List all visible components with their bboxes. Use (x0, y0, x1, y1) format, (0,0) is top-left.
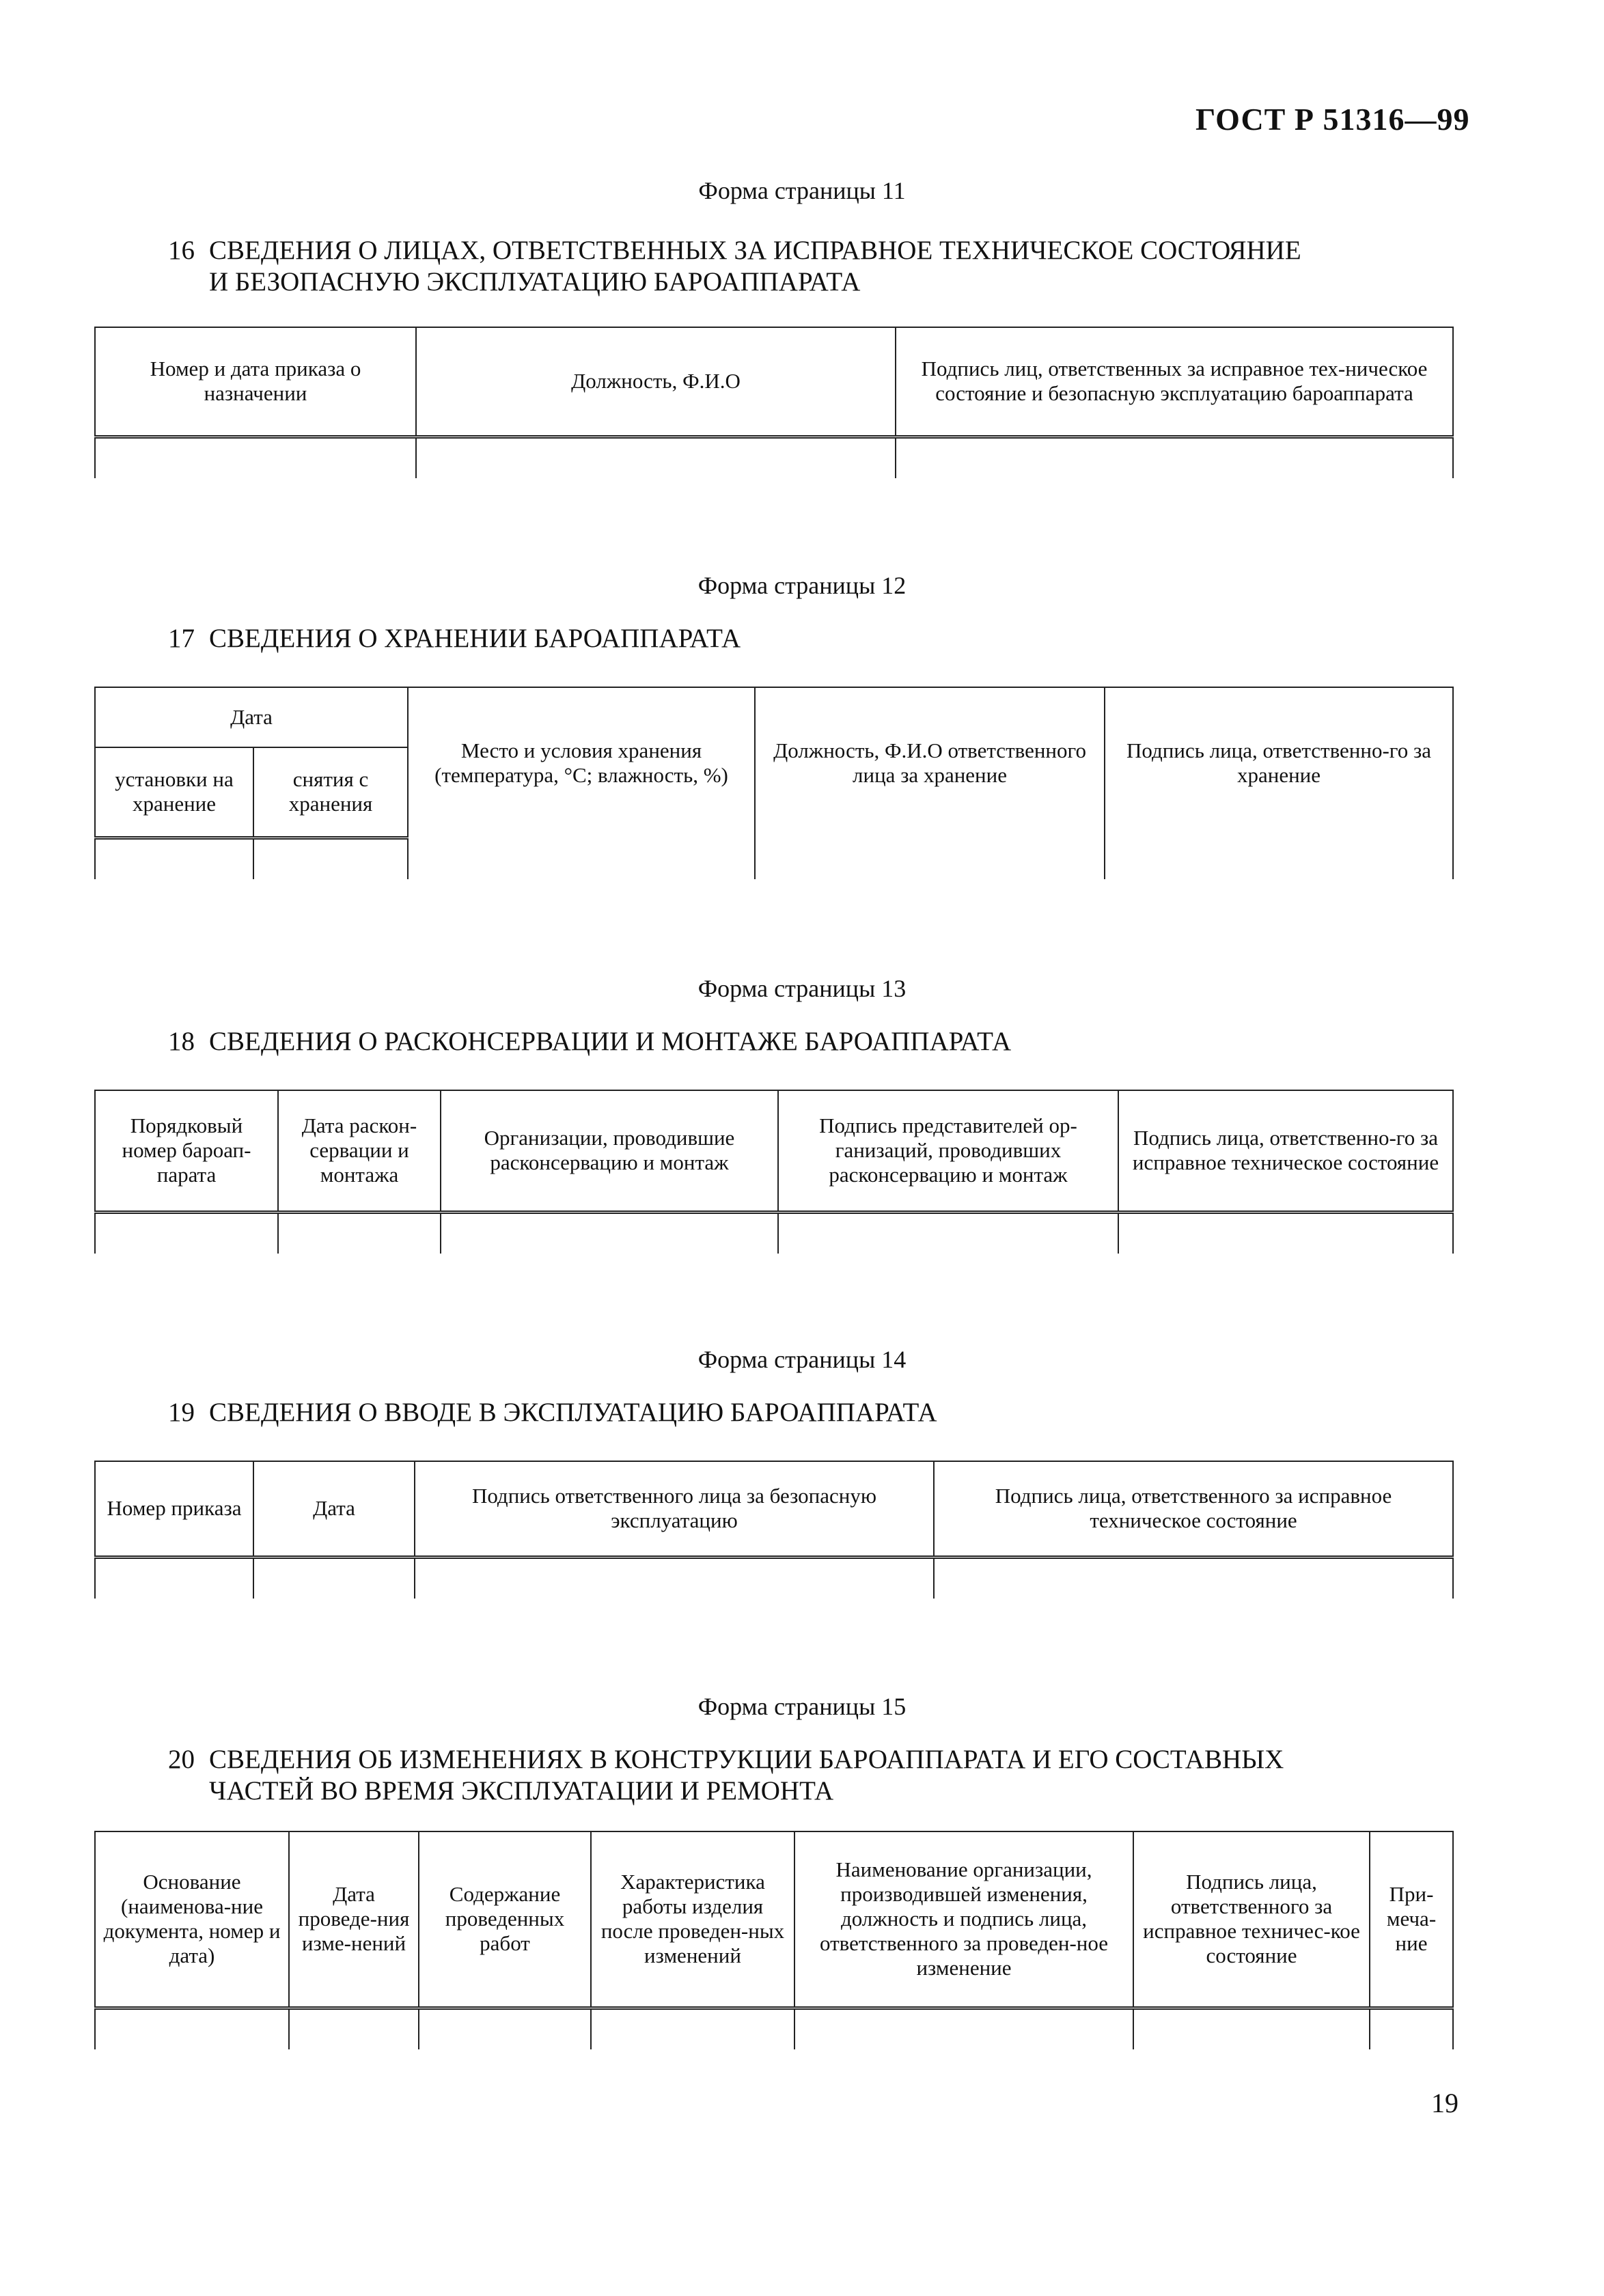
col-header: Дата (253, 1461, 415, 1557)
section-title-line1: СВЕДЕНИЯ О ХРАНЕНИИ БАРОАППАРАТА (209, 624, 741, 653)
section-title-line1: СВЕДЕНИЯ ОБ ИЗМЕНЕНИЯХ В КОНСТРУКЦИИ БАРОАППАРАТА И ЕГО СОСТАВНЫХ (209, 1745, 1284, 1774)
table-cell[interactable] (95, 1212, 278, 1254)
col-header: Содержание проведенных работ (419, 1831, 591, 2008)
section-title-line1: СВЕДЕНИЯ О ЛИЦАХ, ОТВЕТСТВЕННЫХ ЗА ИСПРАВНОЕ ТЕХНИЧЕСКОЕ СОСТОЯНИЕ (209, 236, 1301, 265)
section-number: 20 (168, 1745, 195, 1774)
table-row (95, 1212, 1453, 1254)
col-header: Место и условия хранения (температура, °С; влажность, %) (408, 687, 755, 838)
table-form-19 (94, 1461, 1454, 1599)
table-cell[interactable] (95, 2008, 289, 2049)
form-caption-12: Форма страницы 12 (697, 572, 907, 599)
col-header: Подпись лица, ответственного за исправное техническое состояние (934, 1461, 1453, 1557)
col-header: Дата раскон-сервации и монтажа (278, 1090, 441, 1212)
section-number: 18 (168, 1027, 195, 1056)
section-title-line2: ЧАСТЕЙ ВО ВРЕМЯ ЭКСПЛУАТАЦИИ И РЕМОНТА (209, 1776, 834, 1806)
table-row (95, 1557, 1453, 1599)
form-caption-11: Форма страницы 11 (698, 177, 906, 204)
table-row (95, 2008, 1453, 2049)
col-header: Подпись лица, ответственного за исправное техничес-кое состояние (1133, 1831, 1370, 2008)
section-title-20 (168, 1744, 1284, 1807)
col-header: Основание (наименова-ние документа, номер и дата) (95, 1831, 289, 2008)
table-cell[interactable] (778, 1212, 1118, 1254)
col-header: Должность, Ф.И.О ответственного лица за хранение (755, 687, 1105, 838)
table-form-16 (94, 327, 1454, 478)
table-cell[interactable] (755, 838, 1105, 879)
col-header: Подпись лица, ответственно-го за хранение (1105, 687, 1453, 838)
col-header: снятия с хранения (253, 747, 408, 838)
col-header: установки на хранение (95, 747, 253, 838)
section-number: 16 (168, 236, 195, 265)
col-header: Характеристика работы изделия после проведен-ных изменений (591, 1831, 794, 2008)
standard-code: ГОСТ Р 51316—99 (1195, 102, 1470, 137)
section-title-18 (168, 1026, 1011, 1057)
table-cell[interactable] (253, 838, 408, 879)
group-header-date: Дата (95, 687, 408, 747)
section-number: 19 (168, 1398, 195, 1427)
table-cell[interactable] (253, 1557, 415, 1599)
col-header: Дата проведе-ния изме-нений (289, 1831, 419, 2008)
col-header: Номер приказа (95, 1461, 253, 1557)
table-cell[interactable] (95, 838, 253, 879)
col-header: Подпись лиц, ответственных за исправное тех-ническое состояние и безопасную эксплуатацию бароаппарата (896, 327, 1453, 437)
section-title-line1: СВЕДЕНИЯ О РАСКОНСЕРВАЦИИ И МОНТАЖЕ БАРОАППАРАТА (209, 1027, 1012, 1056)
page-number: 19 (1431, 2088, 1458, 2118)
table-cell[interactable] (278, 1212, 441, 1254)
table-form-17 (94, 687, 1454, 879)
table-cell[interactable] (408, 838, 755, 879)
section-title-line2: И БЕЗОПАСНУЮ ЭКСПЛУАТАЦИЮ БАРОАППАРАТА (209, 267, 861, 296)
col-header: Подпись представителей ор-ганизаций, проводивших расконсервацию и монтаж (778, 1090, 1118, 1212)
table-row (95, 437, 1453, 478)
table-cell[interactable] (415, 1557, 934, 1599)
col-header: Должность, Ф.И.О (416, 327, 896, 437)
table-cell[interactable] (95, 1557, 253, 1599)
table-cell[interactable] (95, 437, 416, 478)
table-cell[interactable] (1370, 2008, 1453, 2049)
section-title-16 (168, 235, 1301, 298)
table-form-20 (94, 1831, 1454, 2049)
table-cell[interactable] (289, 2008, 419, 2049)
table-cell[interactable] (794, 2008, 1133, 2049)
col-header: Подпись лица, ответственно-го за исправное техническое состояние (1118, 1090, 1453, 1212)
col-header: Наименование организации, производившей изменения, должность и подпись лица, ответственного за проведен-ное изменение (794, 1831, 1133, 2008)
table-cell[interactable] (896, 437, 1453, 478)
table-cell[interactable] (1105, 838, 1453, 879)
table-cell[interactable] (416, 437, 896, 478)
form-caption-13: Форма страницы 13 (697, 975, 907, 1002)
col-header: При-меча-ние (1370, 1831, 1453, 2008)
form-caption-14: Форма страницы 14 (697, 1346, 907, 1373)
section-title-line1: СВЕДЕНИЯ О ВВОДЕ В ЭКСПЛУАТАЦИЮ БАРОАППАРАТА (209, 1398, 937, 1427)
section-number: 17 (168, 624, 195, 653)
table-form-18 (94, 1090, 1454, 1254)
table-cell[interactable] (1133, 2008, 1370, 2049)
table-cell[interactable] (591, 2008, 794, 2049)
table-cell[interactable] (441, 1212, 778, 1254)
form-caption-15: Форма страницы 15 (697, 1693, 907, 1720)
table-cell[interactable] (1118, 1212, 1453, 1254)
col-header: Подпись ответственного лица за безопасную эксплуатацию (415, 1461, 934, 1557)
col-header: Организации, проводившие расконсервацию и монтаж (441, 1090, 778, 1212)
section-title-17 (168, 623, 741, 654)
col-header: Номер и дата приказа о назначении (95, 327, 416, 437)
col-header: Порядковый номер бароап-парата (95, 1090, 278, 1212)
table-row (95, 838, 1453, 879)
table-cell[interactable] (934, 1557, 1453, 1599)
table-cell[interactable] (419, 2008, 591, 2049)
section-title-19 (168, 1397, 937, 1428)
